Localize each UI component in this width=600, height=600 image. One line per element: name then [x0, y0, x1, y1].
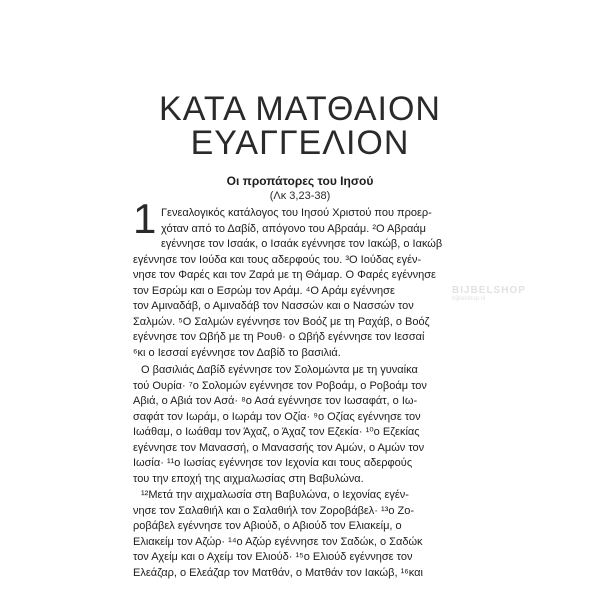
text-line: Ιωσία· ¹¹ο Ιωσίας εγέννησε τον Ιεχονία και τους αδερφούς — [133, 457, 413, 469]
watermark-brand: BIJBELSHOP — [452, 285, 526, 296]
text-line: εγέννησε τον Ωβήδ με τη Ρουθ· ο Ωβήδ εγέννησε τον Ιεσσαί — [133, 331, 425, 343]
verse-block-1 — [133, 206, 476, 361]
text-line: εγέννησε τον Ιούδα και τους αδερφούς του. ³Ο Ιούδας εγέν- — [133, 253, 422, 266]
text-line: ¹²Μετά την αιχμαλωσία στη Βαβυλώνα, ο Ιεχονίας εγέν- — [141, 489, 409, 501]
text-line: νησε τον Φαρές και τον Ζαρά με τη Θάμαρ. Ο Φαρές εγέννησε — [133, 269, 436, 281]
text-line: Σαλμών. ⁵Ο Σαλμών εγέννησε τον Βοόζ με τη Ραχάβ, ο Βοόζ — [133, 315, 430, 328]
text-line: τον Αμιναδάβ, ο Αμιναδάβ τον Νασσών και ο Νασσών τον — [133, 300, 414, 312]
text-line: Ελιακείμ τον Αζώρ· ¹⁴ο Αζώρ εγέννησε τον Σαδώκ, ο Σαδώκ — [133, 535, 423, 548]
book-title-line-1: ΚΑΤΑ ΜΑΤΘΑΙΟΝ — [159, 90, 441, 128]
text-line: Γενεαλογικός κατάλογος του Ιησού Χριστού που προερ- — [161, 207, 432, 219]
text-line: ⁶κι ο Ιεσσαί εγέννησε τον Δαβίδ το βασιλιά. — [133, 346, 341, 359]
text-line: Ο βασιλιάς Δαβίδ εγέννησε τον Σολομώντα με τη γυναίκα — [141, 364, 418, 376]
book-title — [0, 92, 600, 160]
text-line: νησε τον Σαλαθιήλ και ο Σαλαθιήλ τον Ζοροβάβελ· ¹³ο Ζο- — [133, 504, 415, 517]
verse-block-2 — [133, 363, 476, 487]
text-line: εγέννησε τον Μανασσή, ο Μανασσής τον Αμών, ο Αμών τον — [133, 441, 425, 454]
text-line: τον Εσρώμ και ο Εσρώμ τον Αράμ. ⁴Ο Αράμ εγέννησε — [133, 284, 395, 297]
text-line: του την εποχή της αιχμαλωσίας στη Βαβυλώνα. — [133, 472, 364, 485]
text-line: εγέννησε τον Ισαάκ, ο Ισαάκ εγέννησε τον Ιακώβ, ο Ιακώβ — [161, 238, 443, 250]
watermark — [452, 285, 526, 302]
watermark-sub: bijbelshop.nl — [452, 296, 486, 302]
text-line: χόταν από το Δαβίδ, απόγονο του Αβραάμ. ²Ο Αβραάμ — [161, 222, 427, 235]
verse-block-3 — [133, 488, 476, 581]
section-heading: Οι προπάτορες του Ιησού — [226, 174, 374, 188]
text-line: Ελεάζαρ, ο Ελεάζαρ τον Ματθάν, ο Ματθάν τον Ιακώβ, ¹⁶και — [133, 566, 423, 579]
book-title-line-2: ΕΥΑΓΓΕΛΙΟΝ — [190, 124, 410, 162]
section-reference: (Λκ 3,23-38) — [269, 190, 331, 202]
text-line: σαφάτ τον Ιωράμ, ο Ιωράμ τον Οζία· ⁹ο Οζίας εγέννησε τον — [133, 410, 421, 423]
text-line: τού Ουρία· ⁷ο Σολομών εγέννησε τον Ροβοάμ, ο Ροβοάμ τον — [133, 379, 427, 392]
text-line: Ιωάθαμ, ο Ιωάθαμ τον Άχαζ, ο Άχαζ τον Εζεκία· ¹⁰ο Εζεκίας — [133, 426, 420, 438]
chapter-number: 1 — [133, 195, 157, 242]
text-line: ροβάβελ εγέννησε τον Αβιούδ, ο Αβιούδ τον Ελιακείμ, ο — [133, 520, 402, 532]
text-line: τον Αχείμ και ο Αχείμ τον Ελιούδ· ¹⁵ο Ελιούδ εγέννησε τον — [133, 551, 413, 563]
text-line: Αβιά, ο Αβιά τον Ασά· ⁸ο Ασά εγέννησε τον Ιωσαφάτ, ο Ιω- — [133, 395, 418, 407]
